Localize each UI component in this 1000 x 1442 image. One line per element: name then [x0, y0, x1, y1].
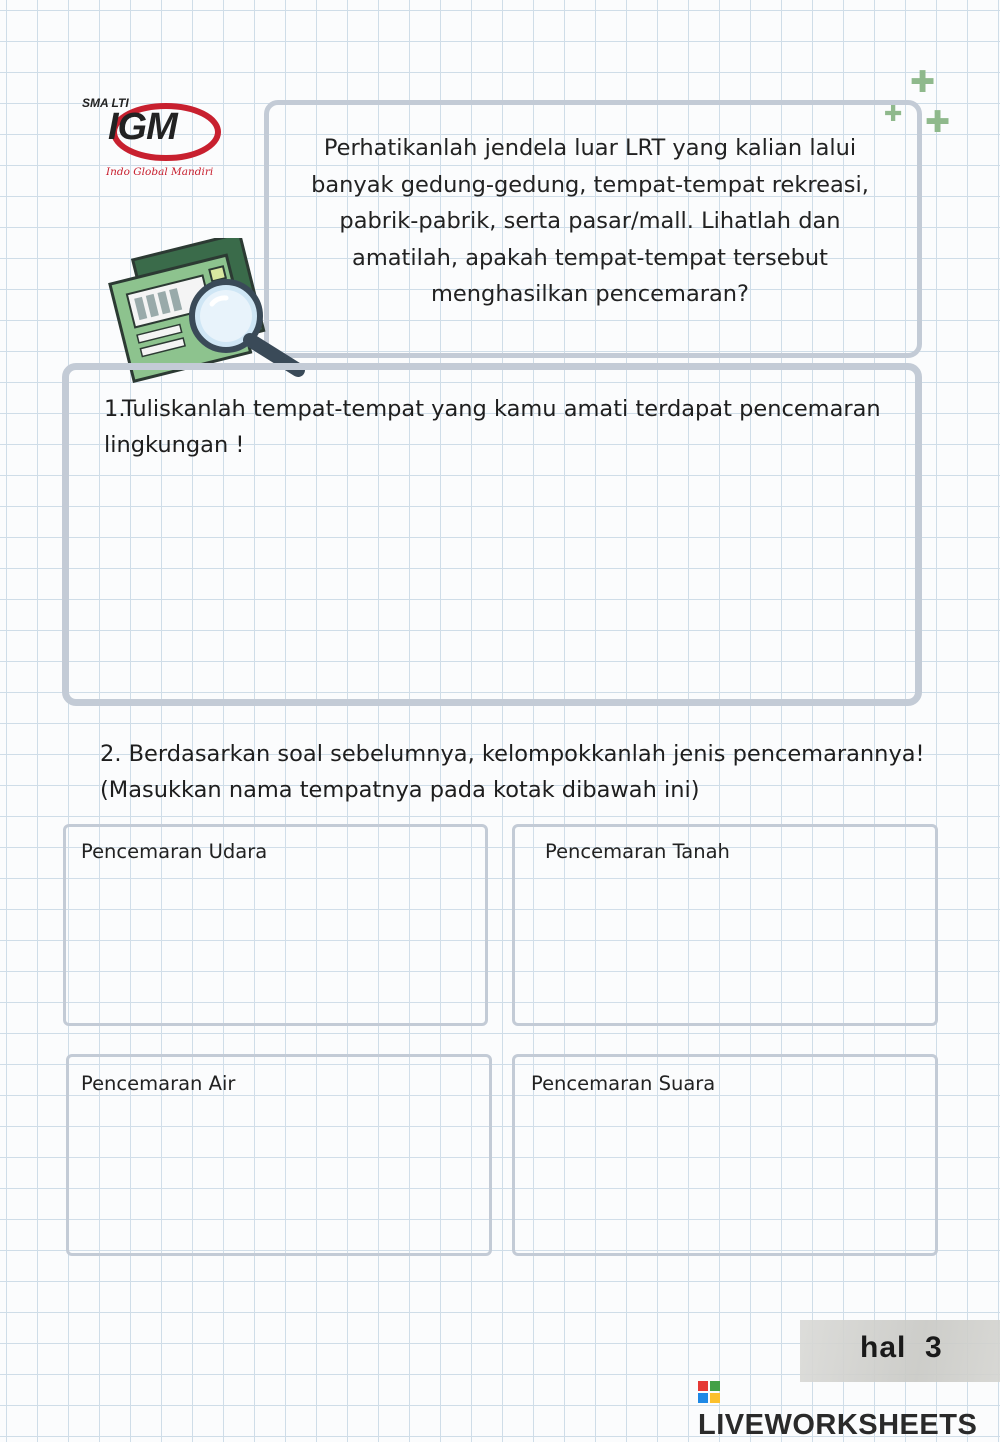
- question-1: [104, 391, 904, 463]
- question-2: [100, 736, 930, 808]
- sparkle-icon: ✚: [925, 105, 951, 140]
- sparkle-icon: ✚: [884, 102, 903, 127]
- page-number: hal 3: [860, 1331, 943, 1364]
- sparkle-icon: ✚: [910, 65, 936, 100]
- category-label-suara: Pencemaran Suara: [531, 1072, 716, 1095]
- magnifying-glass-document-icon: [108, 238, 313, 383]
- category-label-air: Pencemaran Air: [81, 1072, 236, 1095]
- intro-text: Perhatikanlah jendela luar LRT yang kalian lalui banyak gedung-gedung, tempat-tempat rekreasi, pabrik-pabrik, serta pasar/mall. Lihatlah dan amatilah, apakah tempat-tempat tersebut menghasilkan pencemaran?: [311, 135, 869, 307]
- question-1-text: Tuliskanlah tempat-tempat yang kamu amati terdapat pencemaran lingkungan !: [104, 396, 881, 458]
- category-label-tanah: Pencemaran Tanah: [545, 840, 730, 863]
- question-2-line1: 2. Berdasarkan soal sebelumnya, kelompokkanlah jenis pencemarannya!: [100, 741, 925, 767]
- brand-footer: [698, 1376, 1000, 1442]
- brand-name: LIVEWORKSHEETS: [698, 1409, 978, 1441]
- question-1-number: 1.: [104, 396, 126, 422]
- liveworksheets-icon: [698, 1381, 720, 1403]
- question-2-line2: (Masukkan nama tempatnya pada kotak dibawah ini): [100, 777, 700, 803]
- logo-line1: SMA LTI: [82, 96, 129, 110]
- category-label-udara: Pencemaran Udara: [81, 840, 268, 863]
- school-logo: [78, 92, 228, 187]
- logo-mark: IGM: [108, 106, 177, 148]
- logo-tagline: Indo Global Mandiri: [106, 166, 214, 178]
